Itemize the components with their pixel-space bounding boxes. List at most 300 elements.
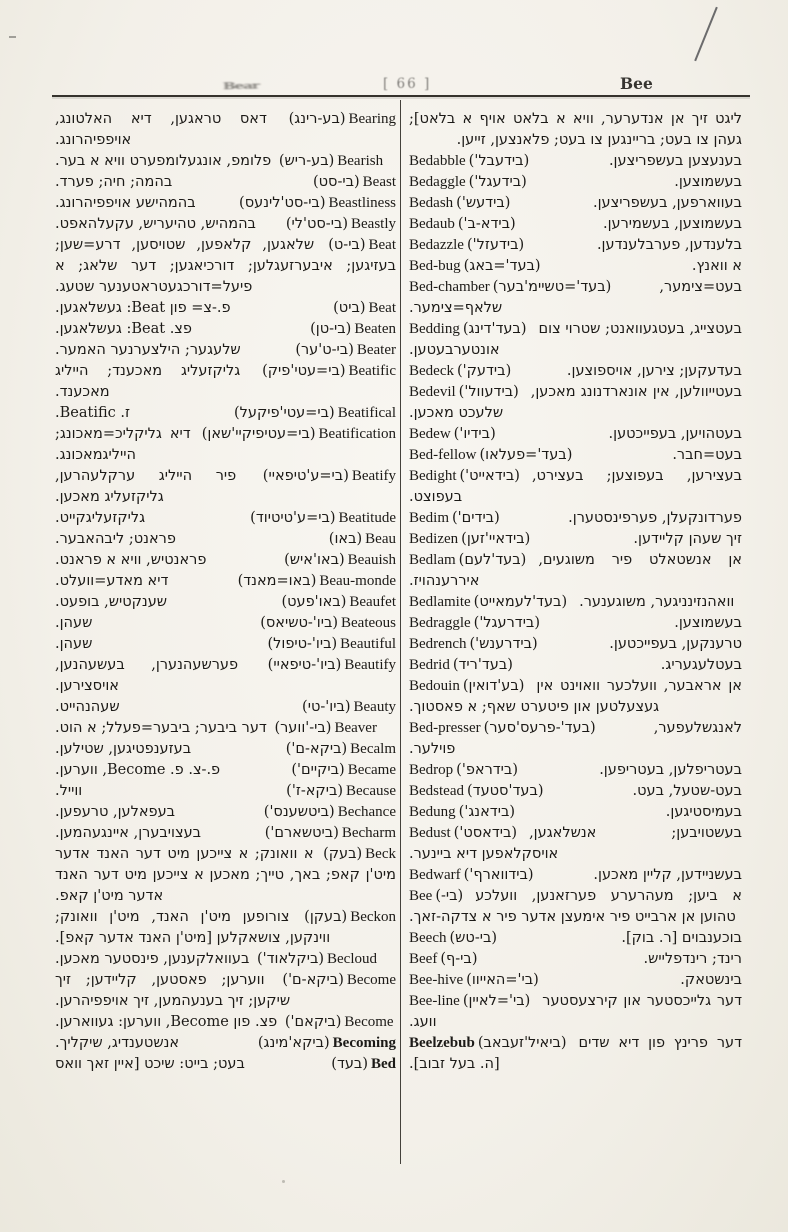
headword-group <box>283 214 396 235</box>
definition: דאס טראגען, דיא האלטונג, אויפפיהרונג. <box>55 111 267 148</box>
pronunciation: (ביו'-טיפאיי) <box>267 657 342 673</box>
definition: פצ. פון Become, ווערען: געווארען. <box>55 1014 278 1030</box>
pronunciation: (בידראפ') <box>456 762 518 778</box>
dictionary-entry <box>409 928 742 949</box>
headword-group <box>299 697 396 718</box>
definition: בעט-שטעל, בעט. <box>632 783 742 799</box>
definition: פלומפ, אונגעלומפערט וויא א בער. <box>55 153 272 169</box>
headword-group <box>409 172 530 193</box>
dictionary-entry <box>409 949 742 970</box>
headword: Becoming <box>332 1035 396 1051</box>
headword-group <box>326 529 396 550</box>
ink-speck <box>282 1180 285 1183</box>
headword: Beautiful <box>340 636 396 652</box>
pronunciation: (בעד'=פעלאו) <box>479 447 573 463</box>
definition: בעשמוצען. <box>674 174 742 190</box>
dictionary-entry <box>55 424 396 466</box>
headword-group <box>264 634 396 655</box>
pronunciation: (בע-רינג) <box>288 111 346 127</box>
headword-group <box>254 951 377 967</box>
headword: Beech <box>409 930 447 946</box>
pronunciation: (בי-סט'לינעס) <box>239 195 326 211</box>
pronunciation: (בי-טש) <box>449 930 498 946</box>
pronunciation: (ביקיים') <box>291 762 345 778</box>
headword-group <box>409 718 599 739</box>
continued-definition: ליגט זיך אן אנדערער, וויא א בלאט אויף א בלאט]; געהן צו בעט; בריינגען צו בעט; פלאנצען, זייען. <box>409 111 742 148</box>
dictionary-entry <box>55 508 396 529</box>
headword: Bedew <box>409 426 451 442</box>
dictionary-entry <box>55 781 396 802</box>
pronunciation: (בי-סט'לי) <box>285 216 348 232</box>
headword: Beastliness <box>328 195 396 211</box>
headword-group <box>260 468 396 484</box>
headword: Beatifical <box>337 405 396 421</box>
pronunciation: (בי=עטי'פיקעל) <box>233 405 335 421</box>
dictionary-entry <box>409 760 742 781</box>
dictionary-entry <box>409 529 742 550</box>
headword: Beau-monde <box>319 573 396 589</box>
headword-group <box>409 823 520 844</box>
definition: בעשמוצען. <box>674 615 742 631</box>
definition: פערשעהנערן, בעשעהנען, אויסצירען. <box>55 657 239 694</box>
headword: Bedaggle <box>409 174 466 190</box>
definition: פ.-צ= פון Beat: געשלאגען. <box>55 300 231 316</box>
headword-group <box>409 802 518 823</box>
dictionary-entry <box>409 319 742 361</box>
headword: Become <box>346 972 397 988</box>
definition: בלענדען, פערבלענדען. <box>596 237 742 253</box>
headword-group <box>281 550 396 571</box>
headword: Bed-bug <box>409 258 461 274</box>
dictionary-entry <box>409 361 742 382</box>
dictionary-entry <box>55 319 396 340</box>
dictionary-entry <box>409 193 742 214</box>
definition: בעפאלען, טרעפען. <box>55 804 176 820</box>
headword: Becharm <box>341 825 396 841</box>
definition: בעזענפטיגען, שטילען. <box>55 741 192 757</box>
headword-group <box>330 298 396 319</box>
headword-group <box>283 739 396 760</box>
pronunciation: (בידרענש') <box>469 636 538 652</box>
headword-group <box>409 235 527 256</box>
headword: Beau <box>365 531 396 547</box>
headword: Bedlam <box>409 552 456 568</box>
pronunciation: (ביקלאוד') <box>256 951 324 967</box>
headword-group <box>409 781 547 802</box>
headword-group <box>247 508 396 529</box>
pronunciation: (באו'איש) <box>284 552 345 568</box>
headword: Become <box>344 1014 394 1030</box>
definition: פראנטיש, וויא א פראנט. <box>55 552 207 568</box>
dictionary-entry <box>55 844 396 907</box>
definition: בעשמוצען, בעשמירען. <box>602 216 742 232</box>
pronunciation: (בי'=האייוו) <box>466 972 539 988</box>
pronunciation: (בע'דואין) <box>462 678 525 694</box>
headword: Bedlamite <box>409 594 471 610</box>
headword: Bedim <box>409 510 449 526</box>
headword-group <box>409 466 523 487</box>
headword: Bedight <box>409 468 457 484</box>
dictionary-entry <box>409 865 742 886</box>
pronunciation: (בי-סט) <box>312 174 360 190</box>
pronunciation: (בידים') <box>452 510 500 526</box>
dictionary-entry <box>55 613 396 634</box>
headword: Bedevil <box>409 384 456 400</box>
pronunciation: (בידאייט') <box>459 468 520 484</box>
dictionary-entry <box>409 886 742 928</box>
pronunciation: (ביאיל'זעבאב) <box>477 1035 567 1051</box>
headword: Bee-line <box>409 993 460 1009</box>
headword-group <box>199 426 396 442</box>
pronunciation: (בי-טן) <box>310 321 352 337</box>
definition: שעהן. <box>55 636 93 652</box>
pronunciation: (ביקא-ז') <box>286 783 344 799</box>
right-column-entries <box>409 151 742 1075</box>
dictionary-entry <box>409 823 742 865</box>
definition: פצ. Beat: געשלאגען. <box>55 321 192 337</box>
headword-group <box>328 1054 396 1075</box>
headword: Beaten <box>354 321 396 337</box>
pen-mark <box>694 7 718 62</box>
pronunciation: (בע-ריש) <box>278 153 335 169</box>
headword-group <box>262 823 396 844</box>
headword-group <box>409 613 543 634</box>
dictionary-entry <box>409 172 742 193</box>
dictionary-entry <box>409 151 742 172</box>
definition: בעוואלקענען, פינסטער מאכען. <box>55 951 250 967</box>
pronunciation: (ביקא-ם') <box>285 741 348 757</box>
definition: א וואנץ. <box>691 258 742 274</box>
pronunciation: (בי-) <box>435 888 464 904</box>
definition: א ביען; מעהרערע פערזאנען, וועלכע טהוען אן ארבייט פיר אימעצן אדער פיר א צדקה-זאך. <box>409 888 742 925</box>
dictionary-entry <box>409 277 742 319</box>
headword-group <box>259 363 396 379</box>
definition: בעטייוולען, אין אונארדנונג מאכען, שלעכט מאכען. <box>409 384 742 421</box>
pronunciation: (בי-'ווער) <box>274 720 332 736</box>
headword-group <box>261 802 396 823</box>
column-divider <box>400 100 401 1164</box>
headword: Bedrop <box>409 762 454 778</box>
headword: Bedash <box>409 195 454 211</box>
definition: פערדונקעלן, פערפינסטערן. <box>568 510 742 526</box>
pronunciation: (בידעק') <box>456 363 512 379</box>
definition: ווערען; פאסטען, קליידען; זיך שיקען; זיך בענעהמען, זיך אויפפיהרען. <box>55 972 291 1009</box>
definition: בעטריפלען, בעטריפען. <box>599 762 742 778</box>
headword-group <box>409 382 522 403</box>
headword-group <box>409 361 514 382</box>
headword-group <box>310 172 396 193</box>
headword-group <box>409 277 614 298</box>
running-head-right: Bee <box>620 74 653 93</box>
headword-group <box>409 550 529 571</box>
headword-group <box>409 634 541 655</box>
definition: בעווארפען, בעשפריצען. <box>593 195 742 211</box>
pronunciation: (בעד'דינג) <box>462 321 527 337</box>
dictionary-entry <box>55 1012 396 1033</box>
pronunciation: (בידאנג') <box>458 804 516 820</box>
dictionary-entry <box>409 550 742 592</box>
definition: פראנט; ליבהאבער. <box>55 531 176 547</box>
pronunciation: (ביו'-טי) <box>302 699 351 715</box>
pronunciation: (בידאיי'זען) <box>461 531 531 547</box>
dictionary-entry <box>55 970 396 1012</box>
pronunciation: (באו) <box>328 531 363 547</box>
definition: שעהן. <box>55 615 93 631</box>
pronunciation: (ביטשענס') <box>263 804 335 820</box>
running-head <box>55 74 744 96</box>
definition: בעטלעגעריג. <box>660 657 742 673</box>
pronunciation: (ביו'-טיפול) <box>267 636 338 652</box>
headword-group <box>307 319 396 340</box>
definition: אן אראבער, וועלכער וואוינט אין געצעלטען און פיטערט שאף; א פאסטוך. <box>409 678 742 715</box>
dictionary-entry <box>55 361 396 403</box>
definition: גליקזעליגקייט. <box>55 510 146 526</box>
headword-group <box>236 193 396 214</box>
definition: ז. Beatific. <box>55 405 130 421</box>
dictionary-entry <box>409 655 742 676</box>
dictionary-entry <box>55 550 396 571</box>
headword: Bedizen <box>409 531 459 547</box>
headword: Beat <box>368 237 396 253</box>
headword-group <box>288 760 396 781</box>
definition: בעטהויען, בעפייכטען. <box>608 426 742 442</box>
headword-group <box>292 340 396 361</box>
dictionary-entry <box>55 529 396 550</box>
headword: Beauish <box>347 552 396 568</box>
definition: דיא גליקליכ=מאכונג; הייליגמאכונג. <box>55 426 191 463</box>
headword-group <box>283 781 396 802</box>
headword: Bee-hive <box>409 972 464 988</box>
dictionary-entry <box>55 214 396 235</box>
headword: Bed-presser <box>409 720 481 736</box>
headword-group <box>409 991 533 1012</box>
pronunciation: (ביקא-ם') <box>282 972 344 988</box>
dictionary-entry <box>55 949 396 970</box>
dictionary-entry <box>55 403 396 424</box>
headword: Beat <box>368 300 396 316</box>
headword-group <box>320 846 396 862</box>
pronunciation: (בי=עטי'פיק) <box>262 363 346 379</box>
pronunciation: (בידעגל') <box>468 174 527 190</box>
headword-group <box>282 1014 394 1030</box>
page-number: [ 66 ] <box>383 76 432 92</box>
dictionary-entry <box>55 592 396 613</box>
dictionary-entry <box>55 634 396 655</box>
pronunciation: (באו=מאנד) <box>237 573 317 589</box>
headword-group <box>231 403 396 424</box>
headword: Bedding <box>409 321 460 337</box>
right-column <box>409 109 742 1075</box>
dictionary-entry <box>409 676 742 718</box>
pronunciation: (בידאסט') <box>453 825 518 841</box>
headword: Beaver <box>334 720 377 736</box>
dictionary-entry <box>409 718 742 760</box>
dictionary-entry <box>409 508 742 529</box>
headword-group <box>278 592 396 613</box>
definition: פ.-צ. פ. Become, ווערען. <box>55 762 221 778</box>
headword-group <box>409 424 499 445</box>
header-rule <box>52 95 750 97</box>
headword-group <box>409 655 516 676</box>
definition: בינשטאק. <box>680 972 742 988</box>
headword: Beaufet <box>349 594 396 610</box>
headword-group <box>409 928 500 949</box>
headword: Bedazzle <box>409 237 464 253</box>
dictionary-entry <box>409 214 742 235</box>
dictionary-entry <box>55 298 396 319</box>
dictionary-entry <box>55 697 396 718</box>
headword-group <box>325 237 396 253</box>
dictionary-entry <box>55 718 396 739</box>
definition: זיך שעהן קליידען. <box>633 531 742 547</box>
headword-group <box>409 676 527 697</box>
dictionary-entry <box>55 1054 396 1075</box>
dictionary-entry <box>409 445 742 466</box>
definition: בעצויבערן, איינגעהמען. <box>55 825 202 841</box>
headword-group <box>409 949 480 970</box>
headword: Bearish <box>337 153 384 169</box>
headword-group <box>409 256 544 277</box>
pronunciation: (בידיו') <box>453 426 496 442</box>
pronunciation: (ביקאם') <box>284 1014 342 1030</box>
headword: Becloud <box>327 951 377 967</box>
pronunciation: (בעד'לעם) <box>458 552 527 568</box>
dictionary-entry <box>409 1033 742 1075</box>
definition: בעשניידען, קליין מאכען. <box>593 867 742 883</box>
pronunciation: (בי=עטיפיקיי'שאן) <box>201 426 316 442</box>
dictionary-entry <box>55 193 396 214</box>
dictionary-entry <box>55 340 396 361</box>
definition: בהמה; חיה; פערד. <box>55 174 173 190</box>
definition: בוכענבוים [ר. בוק]. <box>621 930 742 946</box>
pronunciation: (בידרעגל') <box>473 615 540 631</box>
dictionary-entry <box>55 823 396 844</box>
definition: בעצירען, בעפוצען; בעצירט, בעפוצט. <box>409 468 742 505</box>
headword: Becalm <box>350 741 396 757</box>
headword: Beast <box>362 174 396 190</box>
pronunciation: (בי'=לאיין) <box>462 993 531 1009</box>
headword-group <box>235 571 396 592</box>
pronunciation: (בעק) <box>323 846 363 862</box>
pronunciation: (בעקן) <box>304 909 348 925</box>
definition: בהמהיש, טהיעריש, עקעלהאפט. <box>55 216 256 232</box>
ink-speck <box>9 36 16 38</box>
pronunciation: (ביו'-טשיאס) <box>260 615 339 631</box>
pronunciation: (בי-ט'ער) <box>295 342 354 358</box>
headword-group <box>257 613 396 634</box>
dictionary-entry <box>409 256 742 277</box>
headword-group <box>409 193 513 214</box>
headword: Because <box>346 783 396 799</box>
headword: Beelzebub <box>409 1035 475 1051</box>
dictionary-entry <box>409 613 742 634</box>
headword-group <box>409 592 570 613</box>
dictionary-entry <box>409 781 742 802</box>
definition: שענקטיש, בופעט. <box>55 594 168 610</box>
definition: לאנגשלעפער, פוילער. <box>409 720 742 757</box>
headword: Bedung <box>409 804 456 820</box>
headword: Bedraggle <box>409 615 471 631</box>
definition: שלאגען, קלאפען, שטויסען, דרע=שען; בעזיגען; איבערזעגלען; דורכיאגען; דער שלאג; א פיעל=דורכגעטראטענער שטעג. <box>55 237 396 295</box>
headword-group <box>409 970 542 991</box>
pronunciation: (באו'פעט) <box>281 594 347 610</box>
headword-group <box>265 657 396 673</box>
dictionary-entry <box>55 1033 396 1054</box>
pronunciation: (בעד) <box>331 1056 368 1072</box>
headword: Bed-fellow <box>409 447 477 463</box>
definition: בהמהישע אויפפיהרונג. <box>55 195 196 211</box>
definition: דער גלייכסטער און קירצעסטער וועג. <box>409 993 742 1030</box>
headword: Beauty <box>353 699 396 715</box>
dictionary-entry <box>55 109 396 151</box>
pronunciation: (בעד'=טשיימ'בער) <box>492 279 612 295</box>
headword-group <box>409 319 530 340</box>
definition: אן אנשטאלט פיר משוגעים, איררענהויז. <box>409 552 742 589</box>
definition: דער ביבער; ביבער=פעלל; א הוט. <box>55 720 267 736</box>
headword-group <box>271 720 377 736</box>
running-head-left-smudge: Bear <box>222 80 260 92</box>
pronunciation: (בעד'לעמאייט) <box>473 594 568 610</box>
headword: Bedaub <box>409 216 455 232</box>
headword: Beckon <box>350 909 397 925</box>
headword: Bedrid <box>409 657 450 673</box>
definition: טרענקען, בעפייכטען. <box>609 636 742 652</box>
pronunciation: (בידעזל') <box>466 237 525 253</box>
definition: רינד; רינדפלייש. <box>643 951 742 967</box>
headword: Bee <box>409 888 433 904</box>
headword: Bedstead <box>409 783 464 799</box>
pronunciation: (בעד'=באג) <box>463 258 541 274</box>
dictionary-entry <box>55 739 396 760</box>
headword: Beatitude <box>338 510 396 526</box>
pronunciation: (ביטשארם') <box>264 825 339 841</box>
headword-group <box>409 151 532 172</box>
headword: Bed <box>370 1056 396 1072</box>
headword: Beatify <box>351 468 397 484</box>
pronunciation: (בידעש') <box>456 195 511 211</box>
dictionary-entry <box>55 571 396 592</box>
pronunciation: (בי-ט) <box>328 237 366 253</box>
dictionary-entry <box>409 424 742 445</box>
headword-group <box>409 445 575 466</box>
definition: בעט; בייט: שיכט [איין זאך וואס <box>55 1056 245 1072</box>
definition: א וואונק; א צייכען מיט דער האנד אדער מיט'ן קאפ; באך, טייך; מאכען א צייכען מיט דער האנד אדער מיט'ן קאפ. <box>55 846 396 904</box>
headword: Beef <box>409 951 438 967</box>
headword-group <box>255 1033 396 1054</box>
pronunciation: (ביט) <box>333 300 366 316</box>
headword-group <box>301 909 396 925</box>
definition: בעט=צימער, שלאף=צימער. <box>409 279 742 316</box>
definition: בעדעקען; צירען, אויספוצען. <box>566 363 742 379</box>
headword-group <box>409 886 466 907</box>
pronunciation: (בידעוול') <box>458 384 519 400</box>
pronunciation: (בידווארף') <box>463 867 534 883</box>
headword-group <box>286 111 396 127</box>
dictionary-entry <box>409 235 742 256</box>
pronunciation: (בעד'-פרעס'סער) <box>483 720 596 736</box>
headword: Beastly <box>351 216 396 232</box>
pronunciation: (בי=ע'טיפאיי) <box>262 468 349 484</box>
definition: דער פרינץ פון דיא שדים [ה. בעל זבוב]. <box>409 1035 742 1072</box>
definition: בעטצייג, בעטגעוואנט; שטרוי צום אונטערבעטען. <box>409 321 742 358</box>
headword: Bedabble <box>409 153 466 169</box>
headword: Beautify <box>344 657 396 673</box>
headword: Bedust <box>409 825 451 841</box>
definition: שעהנהייט. <box>55 699 120 715</box>
left-column <box>55 109 396 1075</box>
headword-group <box>409 760 521 781</box>
pronunciation: (בעד'סטעד) <box>466 783 544 799</box>
